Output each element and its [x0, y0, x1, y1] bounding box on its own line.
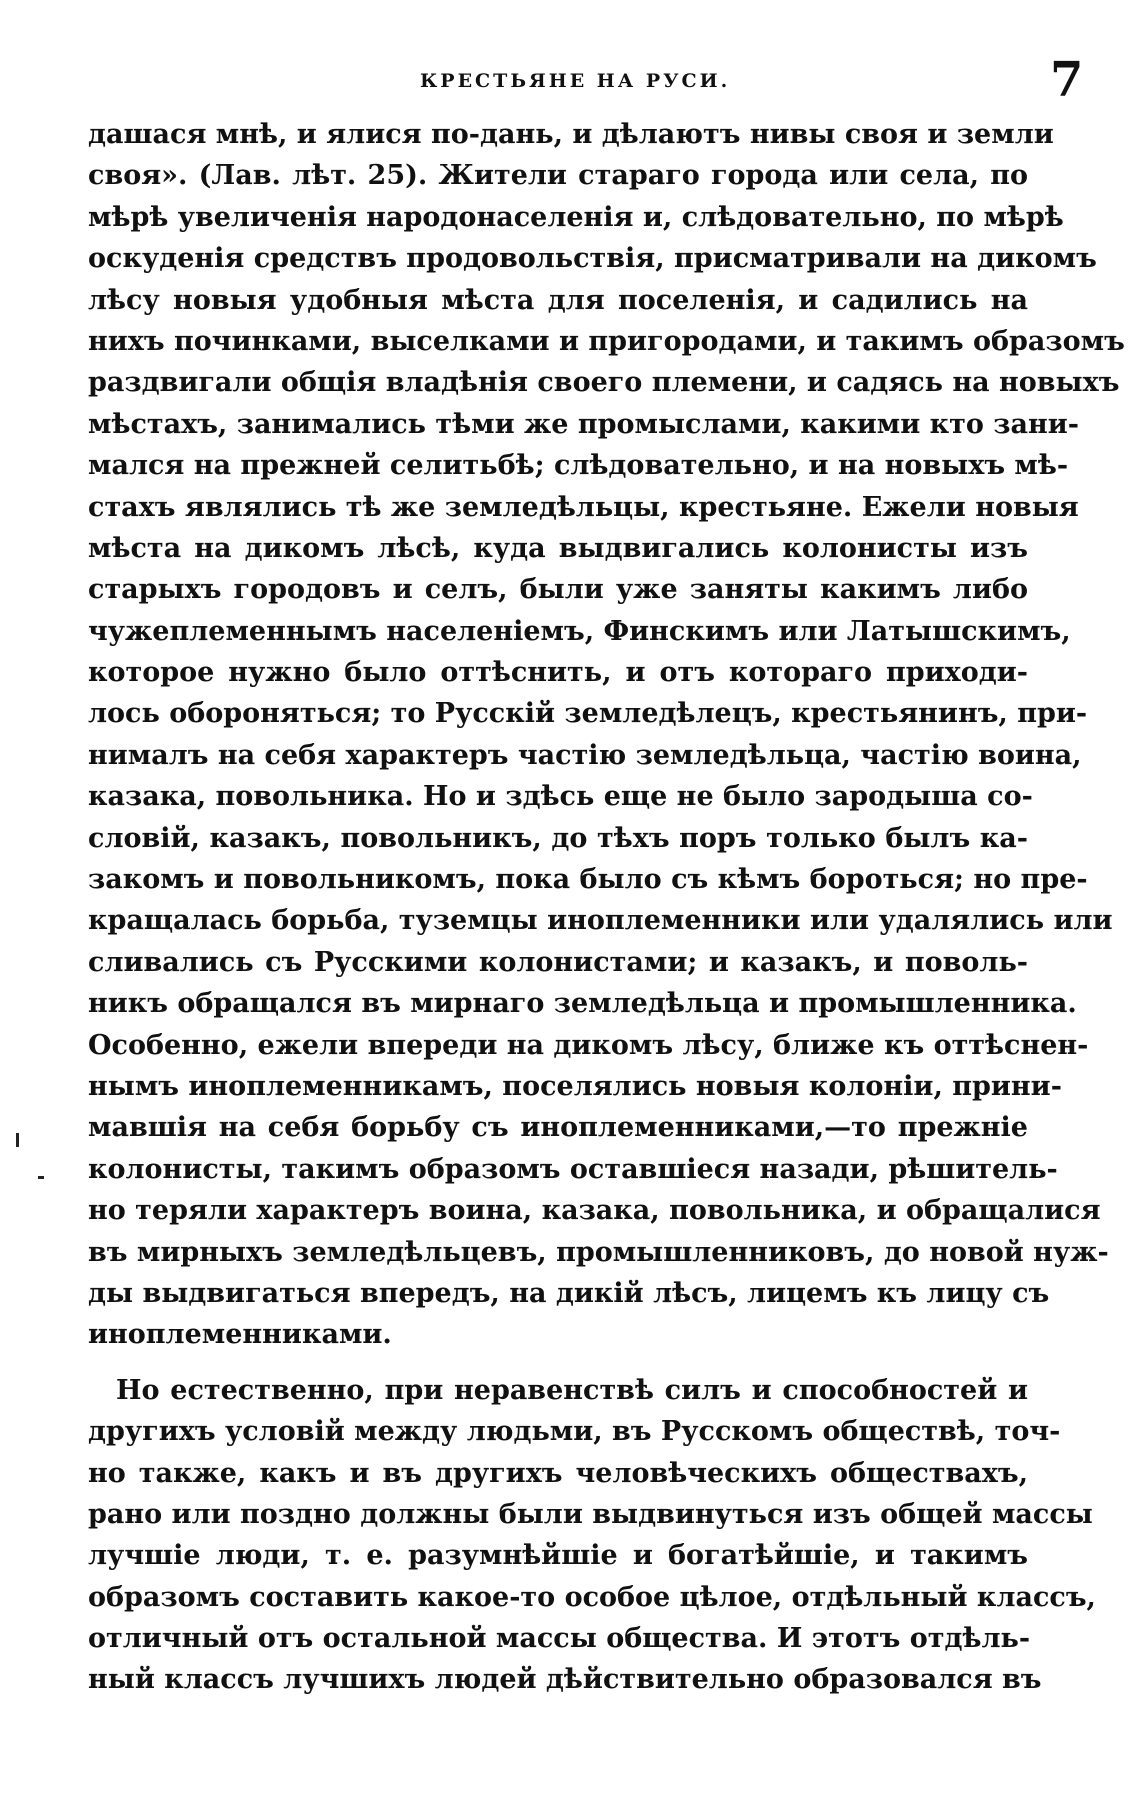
text-line: мѣстахъ, занимались тѣми же промыслами, какими кто зани- [88, 408, 1080, 440]
text-line: ды выдвигаться впередъ, на дикій лѣсъ, лицемъ къ лицу съ [88, 1277, 1050, 1309]
running-head [0, 52, 1140, 112]
text-line: мѣста на дикомъ лѣсѣ, куда выдвигались колонисты изъ [88, 532, 1028, 564]
text-line: лучшіе люди, т. е. разумнѣйшіе и богатѣйшіе, и такимъ [88, 1540, 1028, 1572]
text-line: Особенно, ежели впереди на дикомъ лѣсу, ближе къ оттѣснен- [88, 1029, 1089, 1061]
text-line: лось обороняться; то Русскій земледѣлецъ, крестьянинъ, при- [88, 698, 1088, 730]
text-line: ный классъ лучшихъ людей дѣйствительно образовался въ [88, 1664, 1042, 1696]
text-line: образомъ составить какое-то особое цѣлое, отдѣльный классъ, [88, 1581, 1096, 1613]
text-line: въ мирныхъ земледѣльцевъ, промышленниковъ, до новой нуж- [88, 1236, 1109, 1268]
text-line: но также, какъ и въ другихъ человѣческихъ обществахъ, [88, 1457, 1028, 1489]
text-line: словій, казакъ, повольникъ, до тѣхъ поръ только былъ ка- [88, 822, 1028, 854]
text-line: которое нужно было оттѣснить, и отъ котораго приходи- [88, 657, 1028, 689]
margin-mark [38, 1176, 44, 1179]
text-line: раздвигали общія владѣнія своего племени, и садясь на новыхъ [88, 367, 1120, 399]
margin-mark [16, 1133, 19, 1147]
text-line: кращалась борьба, туземцы иноплеменники или удалялись или [88, 905, 1113, 937]
text-line: оскуденія средствъ продовольствія, присматривали на дикомъ [88, 243, 1097, 275]
text-line: казака, повольника. Но и здѣсь еще не было зародыша со- [88, 781, 1033, 813]
text-block [88, 114, 1125, 1701]
text-line: стахъ являлись тѣ же земледѣльцы, крестьяне. Ежели новыя [88, 491, 1079, 523]
text-line: никъ обращался въ мирнаго земледѣльца и промышленника. [88, 988, 1077, 1020]
text-line: мавшія на себя борьбу съ иноплеменниками,—то прежніе [88, 1112, 1028, 1144]
text-line: иноплеменниками. [88, 1319, 392, 1351]
text-line: закомъ и повольникомъ, пока было съ кѣмъ бороться; но пре- [88, 864, 1088, 896]
text-line: дашася мнѣ, и ялися по-дань, и дѣлаютъ нивы своя и земли [88, 119, 1054, 150]
paragraph-2 [88, 1370, 1096, 1701]
text-line: старыхъ городовъ и селъ, были уже заняты какимъ либо [88, 574, 1028, 606]
page-number: 7 [1050, 52, 1084, 108]
text-line: нималъ на себя характеръ частію земледѣльца, частію воина, [88, 739, 1082, 771]
text-line: чужеплеменнымъ населеніемъ, Финскимъ или Латышскимъ, [88, 615, 1071, 647]
text-line: лѣсу новыя удобныя мѣста для поселенія, и садились на [88, 284, 1028, 316]
text-line: сливались съ Русскими колонистами; и казакъ, и поволь- [88, 946, 1028, 978]
paragraph-1 [88, 114, 1125, 1356]
text-line: другихъ условій между людьми, въ Русскомъ обществѣ, точ- [88, 1416, 1061, 1448]
text-line: нымъ иноплеменникамъ, поселялись новыя колоніи, прини- [88, 1070, 1062, 1102]
text-line: мался на прежней селитьбѣ; слѣдовательно, и на новыхъ мѣ- [88, 450, 1069, 482]
text-line: колонисты, такимъ образомъ оставшіеся назади, рѣшитель- [88, 1153, 1058, 1185]
text-line: но теряли характеръ воина, казака, повольника, и обращалися [88, 1195, 1101, 1227]
text-line: Но естественно, при неравенствѣ силъ и способностей и [116, 1374, 1028, 1406]
text-line: нихъ починками, выселками и пригородами, и такимъ образомъ [88, 325, 1125, 357]
text-line: рано или поздно должны были выдвинуться изъ общей массы [88, 1498, 1093, 1530]
text-line: своя». (Лав. лѣт. 25). Жители стараго города или села, по [88, 160, 1028, 192]
text-line: отличный отъ остальной массы общества. И этотъ отдѣль- [88, 1623, 1031, 1655]
text-line: мѣрѣ увеличенія народонаселенія и, слѣдовательно, по мѣрѣ [88, 201, 1064, 233]
running-title: КРЕСТЬЯНЕ НА РУСИ. [420, 70, 731, 92]
